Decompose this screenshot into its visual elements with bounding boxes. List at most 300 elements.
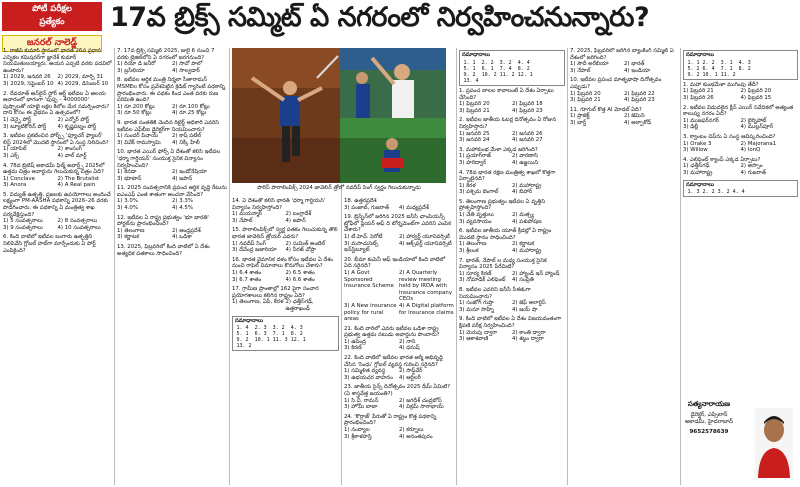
question-item	[3, 48, 112, 88]
question-text: 23. జాతీయ సైన్స్ దినోత్సవం 2025 థీమ్ ఏమిటి? (ఏ శాస్త్రవేత్త జయంతి?)	[344, 384, 450, 398]
author-title	[667, 412, 751, 436]
option: 4) జపాన్	[172, 175, 193, 182]
answer-cell: 1. 4	[236, 325, 249, 332]
option: 1) Conclave	[3, 175, 35, 182]
option: 1) తెలంగాణ, ఏపీ, కేరళ	[232, 299, 284, 306]
option: 1) ప్రయాగ్‌రాజ్	[459, 153, 491, 160]
option: 1) సంజోగ్ గుప్తా	[459, 300, 494, 307]
answer-cell	[498, 78, 516, 84]
question-text: 18. ఉత్తరప్రదేశ్	[344, 198, 377, 204]
option: 3) ఫిబ్రవరి 21	[570, 97, 601, 104]
options	[117, 198, 227, 211]
option: 3) A New insurance policy for rural areas	[344, 302, 397, 323]
answer-cell: 4. 4	[732, 189, 745, 196]
option: 4) ఆర్టిలరీ	[399, 374, 421, 381]
answer-cell: 2. 2	[702, 59, 715, 66]
options	[344, 368, 454, 381]
option: 4) జపాన్	[285, 217, 306, 224]
option: 3) వ్యవసాయం	[459, 218, 492, 225]
option: 2) నాని	[399, 338, 416, 345]
question-item	[3, 133, 112, 159]
option: 2) 3.3%	[172, 198, 193, 205]
option: 3) ఎక్స్	[3, 152, 20, 159]
option: 1) చేతి వృత్తులు	[459, 212, 494, 219]
option: 2) జనవరి 26	[512, 130, 543, 137]
author-title-line1: డైరెక్టర్, ఎప్సిలాన్	[690, 412, 728, 418]
option: 1) Orake 3	[683, 140, 712, 147]
answer-cell: 8. 2	[517, 65, 530, 72]
options	[570, 91, 678, 104]
question-text: 2. ఇటీవల విడుదలైన క్లీన్ ఎయిర్ నివేదికలో అత్యంత కాలుష్య నగరం ఏది?	[683, 104, 794, 118]
options	[683, 163, 798, 176]
question-item	[232, 286, 339, 312]
option: 4) అనంతపురం	[399, 433, 433, 440]
option: 4) సాల్వడార్	[172, 67, 200, 74]
answer-cell: 5. 1	[236, 331, 249, 338]
question-item	[3, 163, 112, 189]
option: 3) జనవరి 24	[459, 137, 490, 144]
option: 3) భూటాన్	[117, 175, 142, 182]
option: 4) రూ.25 కోట్లు	[172, 110, 207, 117]
option: 2) ఇండోనేషియా	[172, 169, 207, 176]
options	[570, 61, 678, 74]
options	[3, 218, 112, 231]
option: 4) ఒడిశా	[172, 234, 192, 241]
option: 1) మెరుపు ద్వారా	[459, 329, 498, 336]
question-item	[344, 214, 454, 254]
question-text: 10. భారత ఎయిర్ ఫోర్స్ ఏ దేశంతో కలిసి ఇటీవల 'ధర్మా గార్డియన్' సంయుక్త సైనిక విన్యాసం నిర్వహించింది?	[117, 149, 221, 169]
photo-caption: పారిస్ పారాలింపిక్స్ 2024 జావెలిన్ త్రోలో నవదీప్ సింగ్ స్వర్ణం గెలుచుకున్నాడు	[257, 185, 421, 191]
option: 4) మధ్యప్రదేశ్	[399, 204, 429, 211]
option: 2) 6.5 శాతం	[285, 269, 315, 276]
question-text: 7. 17వ బ్రిక్స్ సమ్మిట్ 2025, జులై 6 నుంచి 7 వరకు బ్రెజిల్‌లోని ఏ నగరంలో జరగనుంది?	[117, 48, 215, 61]
option: 1) మయన్మార్	[232, 211, 263, 218]
question-text: 3. క్వాంటం చిప్‌ను ఏ సంస్థ ఆవిష్కరించింది?	[683, 134, 776, 141]
option: 3) ఫిబ్రవరి 21	[459, 107, 490, 114]
option: 3) హోమీ బాబా	[344, 404, 378, 411]
answer-cell: 5. 1	[463, 65, 476, 72]
answer-cell: 1. 1	[463, 59, 476, 66]
option: 1) సమ్మిళిత వ్యవస్థ	[344, 368, 386, 375]
option: 2) బైర్నిహాట్	[740, 117, 767, 124]
question-text: 7. 2025, ఫిబ్రవరిలో జరిగిన బ్యాంకింగ్ సమ్మిట్ ఏ దేశంలో జరిగింది?	[570, 48, 674, 61]
options	[344, 205, 454, 212]
answer-key-heading: సమాధానాలు	[686, 52, 714, 58]
question-text: 22. కింది వాటిలో ఇటీవల భారత ఆర్మీ అభివృద్ధి చేసిన 'సింధు' గ్లోబల్ వ్యవస్థ గురించి సరైనది?	[344, 355, 443, 368]
answer-cell: 2. 2	[481, 59, 494, 66]
question-item	[570, 77, 678, 103]
option: 3) మహారాష్ట్ర	[683, 170, 713, 176]
athlete-photo-collage	[232, 48, 446, 183]
answer-cell: 10. 1	[702, 71, 718, 78]
option: 2) సావో పాలో	[172, 61, 203, 68]
column-5	[459, 48, 565, 485]
options	[344, 270, 454, 323]
option: 3) ఫిబ్రవరి 26	[683, 95, 714, 102]
option: 1) ఉపేంద్ర	[344, 338, 366, 345]
option: 2) బంగ్లాదేశ్	[285, 211, 312, 218]
option: 2) The Brutalist	[57, 175, 100, 182]
option: 3) దేవేంద్ర జజారియా	[232, 247, 277, 254]
question-item	[232, 227, 339, 253]
question-item	[459, 228, 565, 254]
option: 3) వివేక్ రామస్వామి	[117, 139, 161, 146]
question-text: 1. మహా కుంభమేళా ముగింపు తేదీ?	[683, 81, 759, 88]
option: 1) ఫిబ్రవరి 20	[570, 90, 601, 97]
answer-cell: 12. 1	[290, 337, 306, 344]
option: 3) శ్రీకాళహస్తి	[344, 433, 372, 440]
question-item	[117, 244, 227, 257]
option: 2) హార్వర్డ్ యూనివర్సిటీ	[399, 233, 450, 240]
answer-cell: 3. 2	[499, 59, 512, 66]
answer-key-heading: సమాధానాలు	[235, 317, 263, 324]
question-item	[570, 107, 678, 127]
option: 1) చెన్నై పోర్ట్	[3, 116, 32, 123]
article-header	[0, 0, 800, 46]
question-item	[344, 355, 454, 381]
option: 4) ఫిబ్రవరి 15	[740, 95, 772, 102]
answer-cell: 7. 4	[499, 65, 512, 72]
option: 3) 2029, సెప్టెంబర్ 10	[3, 80, 54, 87]
options	[3, 146, 112, 159]
option: 3) Willow	[683, 147, 708, 154]
question-item	[3, 234, 112, 254]
option: 4) ధనుష్	[399, 345, 420, 352]
answer-cell: 11. 3	[272, 337, 288, 344]
answer-row	[462, 78, 534, 84]
headline: 17వ బ్రిక్స్ సమ్మిట్ ఏ నగరంలో నిర్వహించనున్నారు?	[110, 2, 650, 33]
option: 3) హరిద్వార్	[459, 159, 487, 166]
option: 1) ముజఫర్‌నగర్	[683, 117, 719, 124]
option: 4) నిక్కీ హేలీ	[172, 139, 200, 146]
column-divider	[114, 48, 115, 485]
answer-key-heading: సమాధానాలు	[462, 52, 490, 58]
answer-cell: 6. 3	[254, 331, 267, 338]
question-text: 9. కింది వాటిలో ఇటీవల ఏ దేశం విజయవంతంగా క్షిపణి పరీక్ష నిర్వహించింది?	[459, 316, 562, 329]
option: 2) 8 సంవత్సరాలు	[57, 218, 98, 225]
answer-key	[459, 50, 565, 86]
author-title-line2: అకాడమీ, హైదరాబాద్	[685, 419, 733, 426]
answer-cell: 6. 4	[702, 65, 715, 72]
options	[117, 104, 227, 117]
answer-cell: 9. 2	[236, 337, 249, 344]
option: 2) మత్స్య	[512, 212, 534, 219]
column-divider	[567, 48, 568, 485]
option: 1) ఛత్తీస్‌గఢ్	[683, 163, 710, 170]
option: 1) కేరళ	[459, 182, 476, 189]
option: 4) ఫిబ్రవరి 23	[512, 107, 543, 114]
answer-cell	[289, 343, 307, 349]
option: 1) సి.వి. రామన్	[344, 397, 379, 404]
option: 4) A Digital platform for insurance claims	[399, 302, 454, 316]
column-divider	[456, 48, 457, 485]
answer-cell: 8. 2	[738, 65, 751, 72]
tag-line1: పోటీ పరీక్షల	[2, 2, 102, 16]
option: 1) నవదీప్ సింగ్	[232, 240, 266, 247]
question-text: 5. విద్యుత్ ఉత్పత్తి, ప్రజలకు ఉపయోగాలు అందించే లక్ష్యంగా PM-AASHA పథకాన్ని 2026–26 వరకు పొడిగించారు. ఈ పథకాన్ని ఏ మంత్రిత్వ శాఖ పర్యవేక్షిస్తుంది?	[3, 191, 111, 218]
question-text: 16. భారత వైమానిక దళం కోసం ఇటీవల ఏ దేశం నుంచి రాఫెల్ విమానాలు కొనుగోలు చేశారు?	[232, 256, 333, 270]
option: 2) కర్నూలు	[399, 427, 424, 433]
answer-cell: 5. 2	[687, 65, 700, 72]
option: 2) మహారాష్ట్ర	[512, 182, 542, 189]
option: 2) ఫిబ్రవరి 18	[512, 101, 543, 108]
answer-cell	[737, 72, 752, 78]
question-item	[459, 117, 565, 143]
question-text: 21. కింది వారిలో ఎవరు ఇటీవల ఒడిశా రాష్ట్ర ప్రభుత్వ ఉత్తమ నటుడు అవార్డును పొందారు?	[344, 325, 440, 339]
option: 1) సుందర్ పిచాయ్	[117, 133, 159, 140]
option: 2) కర్ణాటక	[512, 241, 535, 248]
answer-cell: 11. 2	[499, 71, 515, 78]
question-text: 11. గూగుల్ కొత్త AI మోడల్ ఏది?	[570, 106, 642, 113]
options	[570, 113, 678, 126]
question-item	[344, 257, 454, 323]
option: 1) నంద్యాల	[344, 427, 370, 433]
option: 3) శ్రీలంక	[459, 248, 479, 255]
option: 4) జయ్ షా	[512, 306, 538, 313]
option: 1) 6.4 శాతం	[232, 269, 262, 276]
answer-cell	[271, 343, 289, 349]
option: 4) 4.5%	[172, 205, 193, 212]
option: 2) ఛత్తీస్‌గఢ్, ఉత్తరాఖండ్	[285, 299, 314, 312]
answer-table	[686, 189, 746, 195]
option: 4) 10 సంవత్సరాలు	[57, 224, 101, 231]
option: 4) ఫిబ్రవరి 23	[624, 97, 655, 104]
question-item	[232, 198, 339, 224]
option: 1) సూర్య కిరణ్	[459, 270, 492, 277]
question-item	[3, 91, 112, 131]
question-item	[683, 82, 798, 102]
answer-row	[235, 343, 307, 349]
option: 4) నీరజ్ చోప్రా	[285, 247, 316, 254]
option: 1) కెనడా	[117, 169, 137, 176]
column-2	[117, 48, 227, 485]
option: 1) రూ.200 కోట్లు	[117, 103, 155, 110]
author-avatar	[755, 408, 793, 478]
options	[459, 101, 565, 114]
option: 2) 2029, మార్చి 31	[57, 74, 104, 81]
option: 4) మహారాష్ట్ర	[512, 248, 542, 255]
answer-table	[235, 325, 307, 349]
question-item	[344, 198, 454, 211]
question-text: 2. దేవదూత్ ఆన్‌లైన్ స్టోర్ ఆర్ట్‌ ఇటీవల ఏ ఆలయ ఆచారంలో భాగంగా 'పుష్ప – 4000000' పుష్పాలతో యాభై లక్షల కిలోల మేర సమర్పించారు? దాని కోసం ఈ వైభవం ఏ ఉత్సవంలో?	[3, 90, 110, 117]
question-item	[459, 88, 565, 114]
option: 2) ఎన్నోర్ పోర్ట్	[57, 116, 90, 123]
option: 1) ప్రాజెక్ట్	[570, 113, 590, 120]
option: 3) నేపాల్	[232, 217, 253, 224]
author-name: సత్యనారాయణ	[687, 400, 731, 408]
options	[459, 271, 565, 284]
options	[344, 398, 454, 411]
answer-cell: 9. 2	[463, 71, 476, 78]
question-item	[459, 147, 565, 167]
option: 4) పశుపోషణ	[512, 218, 542, 225]
question-text: 2. ఇటీవల జాతీయ ఓటర్ల దినోత్సవం ఏ రోజున నిర్వహిస్తారు?	[459, 117, 557, 130]
options	[117, 169, 227, 182]
tag-line2: ప్రత్యేకం	[2, 16, 102, 30]
option: 4) జనవరి 27	[512, 137, 543, 144]
question-text: 3. మహాకుంభ మేళా ఎక్కడ జరిగింది?	[459, 146, 538, 153]
question-text: 9. భారత సంతతికి చెందిన రిటైర్డ్ అధికారి ఎవరిని ఇటీవల ఎఫ్‌బీఐ డైరెక్టర్‌గా నియమించారు?	[117, 119, 219, 133]
option: 2) A Quarterly review meeting held by IRDA with Insurance company CEOs	[399, 269, 453, 303]
option: 3) Anora	[3, 182, 27, 189]
answer-row	[686, 72, 752, 78]
options	[3, 176, 112, 189]
options	[344, 427, 454, 440]
option: 4) గుజరాత్	[740, 170, 766, 176]
option: 1) 3.0%	[117, 198, 138, 205]
answer-row	[686, 189, 746, 195]
option: 4) ముల్లన్‌పూర్	[740, 124, 774, 131]
question-item	[117, 149, 227, 182]
question-item	[683, 134, 798, 154]
answer-key-heading: సమాధానాలు	[686, 181, 714, 188]
answer-cell: 7. 1	[272, 331, 285, 338]
answer-cell: 12. 1	[517, 71, 533, 78]
option: 2) కాష్ పటేల్	[172, 133, 202, 140]
answer-key	[232, 316, 339, 352]
question-text: 4. 78వ భారత రక్షణ మంత్రిత్వ శాఖలో కొత్తగా ఏర్పాటైనది?	[459, 169, 556, 183]
question-item	[232, 257, 339, 283]
question-item	[117, 77, 227, 117]
question-item	[683, 157, 798, 177]
answer-key	[683, 50, 798, 80]
answer-cell: 10. 2	[481, 71, 497, 78]
answer-cell: 10. 1	[254, 337, 270, 344]
question-item	[683, 105, 798, 131]
option: 4) బిహార్	[512, 189, 533, 196]
option: 1) రియో డి జనీరో	[117, 61, 156, 68]
question-item	[570, 48, 678, 74]
options	[459, 212, 565, 225]
option: 4) ఆక్స్‌ఫర్డ్ యూనివర్సిటీ	[399, 240, 452, 247]
question-item	[459, 287, 565, 313]
options	[344, 234, 454, 254]
option: 1) యాపిల్	[3, 146, 27, 153]
option: 3) నోమాడిక్ ఎలిఫెంట్	[459, 277, 506, 284]
answer-cell: 3. 2	[717, 189, 730, 196]
question-text: 5. తెలంగాణ ప్రభుత్వం ఇటీవల ఏ వృత్తిని ప్రోత్సహిస్తోంది?	[459, 198, 545, 212]
option: 4) విక్రమ్ సారాభాయ్	[399, 404, 444, 411]
options	[459, 131, 565, 144]
option: 3) 9 సంవత్సరాలు	[3, 224, 43, 231]
question-text: 17. గ్రామీణ ప్రాంతాల్లో 162 పైగా సంచార ప్రయోగశాలలు కలిగిన రాష్ట్రం ఏది?	[232, 286, 319, 299]
answer-cell: 1. 3	[687, 189, 700, 196]
answer-cell: 6. 1	[481, 65, 494, 72]
column-3	[232, 198, 339, 485]
option: 2) సాఫ్ట్‌వేర్	[399, 368, 423, 375]
option: 4) A Real pain	[57, 182, 96, 189]
answer-cell: 11. 2	[720, 71, 736, 78]
answer-cell: 3. 2	[272, 325, 285, 332]
author-box	[667, 400, 799, 487]
options	[459, 153, 565, 166]
option: 3) రూ.50 కోట్లు	[117, 110, 152, 117]
question-text: 6. ఇటీవల జాతీయ యూత్ క్రీడల్లో ఏ రాష్ట్రం మొదటి స్థానం సాధించింది?	[459, 228, 552, 241]
option: 2) భారత్	[624, 61, 645, 68]
options	[117, 133, 227, 146]
question-text: 8. ఇటీవల ఎవరిని ఐసీసీ సీఈఓగా నియమించారు?	[459, 287, 531, 300]
option: 3) బార్డ్	[570, 119, 587, 126]
option: 2) Majorana1	[740, 140, 777, 147]
option: 1) తెలంగాణ	[117, 227, 145, 234]
answer-cell: 13. 2	[236, 343, 252, 350]
option: 3) కిరణ్	[344, 345, 362, 352]
question-text: 11. 2025 సంవత్సరానికి ప్రపంచ ఆర్థిక వృద్ధి రేటును ఐఎంఎఫ్ ఎంత శాతంగా అంచనా వేసింది?	[117, 185, 227, 198]
question-item	[117, 120, 227, 146]
option: 2) ఆంధ్రప్రదేశ్	[172, 227, 201, 234]
answer-cell: 13. 4	[463, 77, 479, 84]
question-text: 24. 'కొర్రాజ్‌' పేరుతో ఏ రాష్ట్రం కొత్త పథకాన్ని ప్రారంభించింది?	[344, 413, 437, 427]
answer-cell	[253, 343, 271, 349]
answer-cell: 9. 2	[687, 71, 700, 78]
option: 4) 6.6 శాతం	[285, 276, 315, 283]
question-text: 13. 2025, ఫిబ్రవరిలో కింది వాటిలో ఏ దేశం అత్యధిక పతకాలు సాధించింది?	[117, 244, 210, 257]
option: 2) కాంతి ద్వారా	[512, 329, 546, 336]
question-item	[117, 185, 227, 211]
section-label: జనరల్ నాలెడ్జ్	[2, 35, 102, 52]
column-divider	[229, 48, 230, 485]
question-text: 4. ఎలిఫెంట్ క్యాంప్ ఎక్కడ ఏర్పాటు?	[683, 156, 761, 163]
option: 4) ఉజ్జయిని	[512, 159, 539, 166]
option: 1) టీ.హెచ్. పెరోటే	[344, 233, 383, 240]
option: 1) A Govt Sponsored Insurance Scheme	[344, 269, 394, 290]
column-1	[3, 48, 112, 485]
option: 2) జెఫ్ అలార్డిస్	[512, 300, 546, 307]
option: 3) 4.0%	[117, 205, 138, 212]
athlete-photo	[232, 48, 446, 183]
question-item	[459, 170, 565, 196]
answer-cell: 3. 1	[720, 59, 733, 66]
option: 2) జగదీశ్ చంద్రబోస్	[399, 397, 442, 404]
question-text: 10. ఇటీవల ప్రపంచ మాతృభాషా దినోత్సవం ఎప్పుడు?	[570, 77, 662, 90]
answer-cell	[516, 78, 534, 84]
option: 1) తెలంగాణ	[459, 241, 487, 248]
option: 4) వాల్ మార్ట్	[57, 152, 87, 159]
option: 4) శబ్దం ద్వారా	[512, 336, 544, 343]
column-7	[683, 48, 798, 398]
question-item	[344, 414, 454, 440]
options	[232, 270, 339, 283]
answer-cell: 2. 3	[254, 325, 267, 332]
options	[459, 241, 565, 254]
answer-cell: 7. 1	[720, 65, 733, 72]
options	[459, 183, 565, 196]
answer-cell: 4. 4	[517, 59, 530, 66]
options	[683, 88, 798, 101]
answer-table	[462, 60, 534, 84]
option: 2) అస్సాం	[740, 163, 763, 170]
question-text: 12. ఇటీవల ఏ రాష్ట్ర ప్రభుత్వం 'భూ భారతి' పోర్టల్‌ను ప్రారంభించింది?	[117, 214, 209, 228]
question-text: 14. ఏ దేశంతో కలిసి భారత్ 'ధర్మా గార్డియన్' విన్యాసం నిర్వహిస్తోంది?	[232, 198, 326, 211]
option: 4) కృష్ణపట్నం పోర్ట్	[57, 123, 97, 130]
option: 1) సౌదీ అరేబియా	[570, 61, 609, 68]
answer-cell: 1. 1	[687, 59, 700, 66]
question-text: 1. రాజీవ్ కుమార్ స్థానంలో భారత 26వ ప్రధాన ఎన్నికల కమిషనర్‌గా జ్ఞానేశ్ కుమార్ నియమితులయ్యారు. ఆయన ఎప్పటి వరకు పదవిలో ఉంటారు?	[3, 48, 112, 74]
option: 3) ఢిల్లీ	[683, 124, 699, 131]
options	[117, 61, 227, 74]
option: 1) ఫిబ్రవరి 20	[459, 101, 490, 108]
option: 3) 6.7 శాతం	[232, 276, 262, 283]
answer-cell: 2. 2	[702, 189, 715, 196]
option: 1) 5 సంవత్సరాలు	[3, 218, 43, 225]
option: 3) ట్యూటికోరిన్ పోర్ట్	[3, 123, 47, 130]
option: 2) హ్యాండ్ ఇన్ హ్యాండ్	[512, 270, 560, 277]
option: 2) సుమిత్ అంటిల్	[285, 240, 326, 247]
question-item	[3, 192, 112, 232]
option: 4) ఇండియా	[624, 67, 651, 74]
options	[232, 241, 339, 254]
question-item	[459, 316, 565, 342]
